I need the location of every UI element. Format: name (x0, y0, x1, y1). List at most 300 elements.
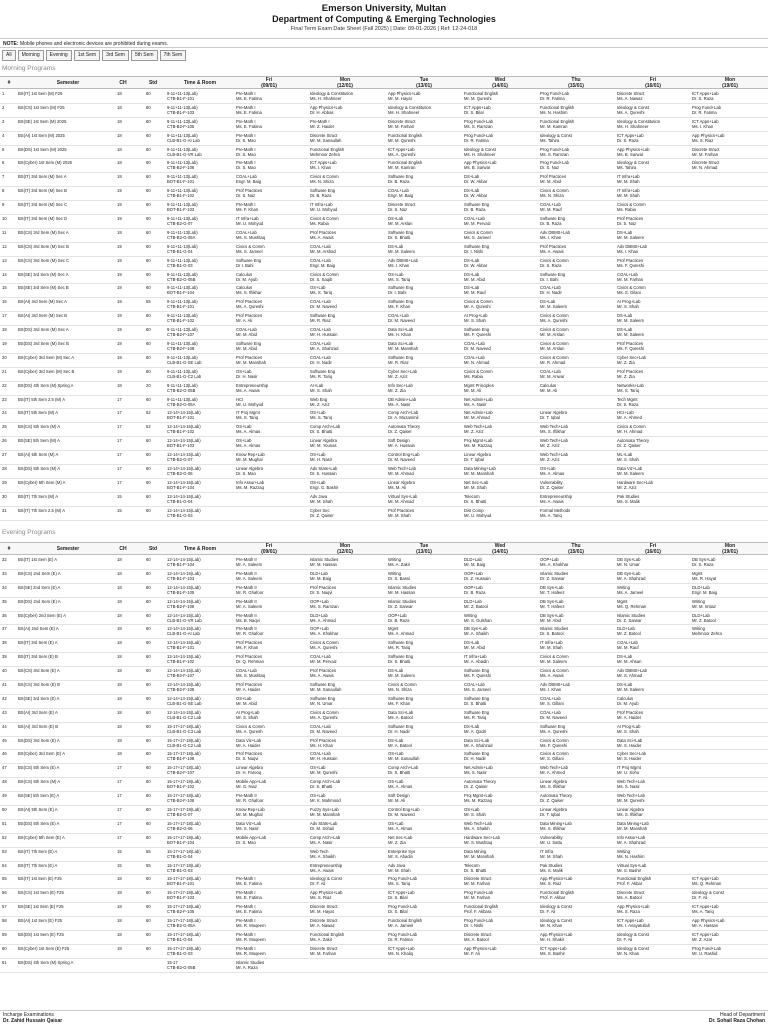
room: CTB-B2-F-106 (167, 798, 195, 804)
exam-cell (236, 932, 302, 942)
exam-cell (236, 133, 302, 143)
instructor-name: Ms. B. Naqvi (236, 617, 260, 623)
course-name: Cyber Sec (310, 507, 330, 513)
course-name: AI Prog+Lab (464, 313, 488, 319)
instructor-name: Mr. M. Saleem (388, 673, 415, 679)
course-name: COAL+Lab (388, 188, 409, 194)
row-credit-hours: 17 (117, 424, 122, 430)
time-slot: 12-14+14-15(Lab) (167, 557, 201, 562)
course-name: Tech Mgmt (617, 396, 638, 402)
time-slot: 9-11+11-13(Lab) (167, 104, 198, 110)
instructor-name: Ms. E. Fatima (236, 96, 262, 101)
instructor-name: Ms. E. Fatima (236, 123, 262, 129)
row-number: 32 (2, 557, 7, 562)
instructor-name: Mr. S. Haider (617, 742, 642, 748)
instructor-name: Mr. M. Ali (464, 387, 482, 393)
exam-cell (540, 438, 612, 448)
course-name: Web Tech+Lab (464, 820, 492, 826)
row-semester: BS(Cyber) 3rd Sem (M) Sec B (18, 368, 75, 374)
filter-button[interactable]: 3rd Sem (102, 50, 129, 61)
time-slot: 9-11+11-13(Lab) (167, 216, 198, 222)
room: CTB-B1-F-101 (167, 304, 195, 310)
course-name: Ideology & Const (310, 876, 342, 882)
instructor-name: Mr. M. Saleem (617, 471, 644, 477)
day-date: (14/01) (492, 83, 508, 89)
course-name: Ideology & Const (617, 945, 649, 951)
table-row (0, 556, 768, 570)
row-number: 47 (2, 765, 7, 771)
row-time-room (167, 188, 233, 198)
instructor-name: Mr. A. Haider (236, 687, 261, 693)
course-name: Software Eng (464, 668, 490, 674)
row-number: 31 (2, 507, 7, 513)
course-name: IT Infra+Lab (464, 654, 487, 660)
university-name: Emerson University, Multan (321, 3, 447, 14)
instructor-name: Ms. M. Razzaq (236, 484, 264, 490)
row-semester: BS(SE) 5th Sem (M) A (18, 438, 60, 444)
instructor-name: Ms. A. Almas (388, 784, 413, 790)
course-name: Discrete Struct (310, 918, 338, 924)
row-number: 59 (2, 932, 7, 938)
day-date: (19/01) (722, 549, 738, 555)
course-name: ICT Apps+Lab (310, 160, 337, 166)
instructor-name: Dr. S. Raza (617, 137, 639, 143)
table-row (0, 229, 768, 243)
exam-cell (617, 466, 689, 476)
course-name: Writing (617, 584, 630, 590)
exam-cell (236, 626, 302, 636)
row-students: 62 (146, 424, 151, 430)
course-name: COAL+Lab (617, 271, 638, 277)
course-name: ICT Apps+Lab (692, 91, 719, 96)
row-semester: BS(IT) 7th Sem (M) A (18, 493, 59, 499)
room: CTB-B2-F-105 (167, 909, 195, 915)
instructor-name: Mr. A. Qureshi (464, 304, 491, 310)
exam-cell (692, 119, 768, 129)
row-students: 60 (146, 932, 151, 938)
exam-cell (464, 571, 536, 581)
row-time-room (167, 285, 233, 295)
row-credit-hours: 17 (117, 779, 122, 785)
course-name: Prof Practices (540, 243, 567, 249)
exam-cell (540, 807, 612, 817)
row-credit-hours: 18 (117, 382, 122, 388)
course-name: Software Eng (310, 682, 336, 688)
room: CTB-B1-G-04 (167, 498, 193, 504)
row-students: 60 (146, 598, 151, 604)
row-credit-hours: 18 (117, 557, 122, 562)
course-name: DS+Lab (464, 271, 480, 277)
instructor-name: Dr. Z. Sarwar (540, 575, 565, 581)
course-name: COAL+Lab (540, 709, 561, 715)
row-time-room (167, 119, 233, 129)
exam-cell (236, 202, 302, 212)
room: CTB-B1-F-103 (167, 575, 195, 581)
course-name: Pre-Math I (236, 132, 256, 138)
exam-cell (388, 918, 460, 928)
exam-cell (617, 654, 689, 664)
course-name: OS+Lab (388, 751, 404, 757)
row-students: 60 (146, 313, 151, 319)
row-students: 60 (146, 243, 151, 249)
row-semester: BS(AI) 1st Sem (M) 2025 (18, 132, 65, 138)
row-time-room (167, 710, 233, 720)
instructor-name: Dr. Z. Qaiser (464, 784, 488, 790)
instructor-name: Ms. Q. Rehman (692, 881, 722, 887)
instructor-name: Dr. M. Sohail (310, 825, 334, 831)
course-name: Data Viz+Lab (236, 820, 262, 826)
course-name: Software Eng (388, 695, 414, 701)
exam-cell (617, 863, 689, 873)
exam-cell (692, 946, 768, 956)
col-day-header (540, 77, 612, 89)
course-name: Software Eng (388, 285, 414, 291)
instructor-name: Ms. A. Shaikh (464, 825, 490, 831)
exam-cell (388, 765, 460, 775)
course-name: ICT Apps+Lab (388, 146, 415, 152)
time-slot: 12-14+14-15(Lab) (167, 466, 201, 472)
course-name: Cyber Sec+Lab (617, 751, 646, 757)
course-name: Adv Stats+Lab (310, 820, 338, 826)
course-name: Software Eng (388, 654, 414, 660)
time-slot: 15-17+17-18(Lab) (167, 793, 201, 799)
filter-button[interactable]: Morning (18, 50, 44, 61)
course-name: Software Eng (388, 174, 414, 180)
instructor-name: Mr. S. Ahmad (617, 673, 643, 679)
instructor-name: Dr. T. Iqbal (464, 457, 484, 463)
row-semester: BS(AI) 3rd Sem (M) Sec B (18, 313, 68, 319)
instructor-name: Ms. A. Awais (540, 498, 564, 504)
time-slot: 15-17+17-18(Lab) (167, 737, 201, 743)
exam-cell (464, 668, 536, 678)
exam-cell (310, 807, 380, 817)
table-row (0, 778, 768, 792)
exam-cell (617, 640, 689, 650)
instructor-name: Ms. S. Tariq (236, 415, 259, 421)
exam-cell (617, 383, 689, 393)
exam-cell (388, 397, 460, 407)
course-name: Pre-Math I (236, 876, 256, 882)
row-semester: BS(IT) 3rd Sem (M) Sec C (18, 202, 68, 208)
course-name: COAL+Lab (464, 216, 485, 222)
exam-cell (236, 738, 302, 748)
exam-cell (388, 863, 460, 873)
table-row (0, 90, 768, 104)
filter-button[interactable]: 5th Sem (131, 50, 158, 61)
exam-cell (617, 599, 689, 609)
instructor-name: Mr. M. Qureshi (617, 798, 645, 804)
course-name: Control Eng+Lab (388, 452, 420, 458)
room: BOT-B1-F-102 (167, 784, 195, 790)
exam-cell (236, 807, 302, 817)
row-number: 52 (2, 834, 7, 840)
morning-table-header (0, 76, 768, 89)
row-number: 4 (2, 132, 5, 138)
exam-cell (540, 174, 612, 184)
row-time-room (167, 258, 233, 268)
course-name: Writing (388, 557, 401, 562)
exam-cell (388, 585, 460, 595)
exam-cell (310, 863, 380, 873)
row-credit-hours: 17 (117, 410, 122, 416)
course-name: Pre-Math I (236, 91, 256, 96)
course-name: Net Admin+Lab (464, 765, 493, 771)
course-name: OOP+Lab (464, 584, 483, 590)
course-name: OS+Lab (388, 779, 404, 785)
instructor-name: Dr. A. Muzammil (388, 415, 419, 421)
instructor-name: Mehmoor Zehra (692, 631, 722, 637)
instructor-name: Ms. A. Qureshi (310, 714, 338, 720)
exam-cell (464, 272, 536, 282)
instructor-name: Mr. M. Ahmad (464, 415, 490, 421)
exam-cell (464, 494, 536, 504)
row-number: 45 (2, 737, 7, 743)
exam-cell (617, 890, 689, 900)
course-name: DS+Lab (540, 299, 556, 305)
course-name: Adv Stats+Lab (310, 466, 338, 472)
exam-cell (464, 91, 536, 101)
course-name: Civics & Comm (310, 640, 339, 646)
row-semester: BS(CS) 3rd Sem (E) B (18, 682, 60, 688)
filter-toolbar (2, 50, 186, 61)
exam-cell (617, 341, 689, 351)
exam-cell (310, 244, 380, 254)
course-name: OS+Lab (236, 424, 252, 430)
exam-cell (310, 835, 380, 845)
course-name: DS+Lab (617, 654, 633, 660)
exam-cell (540, 216, 612, 226)
course-name: ICT Apps+Lab (617, 132, 644, 138)
exam-cell (310, 258, 380, 268)
exam-cell (236, 160, 302, 170)
course-name: Linear Algebra (540, 410, 568, 416)
exam-cell (388, 119, 460, 129)
row-students: 60 (146, 132, 151, 138)
row-number: 12 (2, 243, 7, 249)
exam-cell (388, 216, 460, 226)
room: CTB-B2-F-108 (167, 346, 195, 352)
table-row (0, 507, 768, 521)
time-slot: 12-14+14-15(Lab) (167, 479, 201, 485)
exam-cell (692, 133, 768, 143)
course-name: OOP+Lab (540, 557, 559, 562)
instructor-name: Mr. M. Mughal (236, 457, 263, 463)
course-name: OS+Lab (310, 285, 326, 291)
course-name: Civics & Comm (388, 682, 417, 688)
row-time-room (167, 863, 233, 873)
exam-cell (464, 807, 536, 817)
instructor-name: Mr. Z. Zia (617, 373, 635, 379)
course-name: OS+Lab (236, 438, 252, 444)
exam-cell (540, 765, 612, 775)
day-name: Mon (339, 77, 351, 83)
course-name: Prof Practices (617, 368, 644, 374)
course-name: Discrete Struct (692, 160, 720, 166)
room: CTB-B2-F-107 (167, 673, 195, 679)
row-semester: BS(IT) 1st Sem (M) F25 (18, 91, 63, 96)
course-name: Software Eng (540, 271, 566, 277)
exam-cell (540, 327, 612, 337)
course-name: DLD+Lab (692, 612, 710, 618)
course-name: AI+Lab (310, 382, 324, 388)
instructor-name: Ms. A. Qureshi (236, 304, 264, 310)
row-semester: BS(DS) 2nd Sem (E) A (18, 598, 61, 604)
course-name: Web Tech+Lab (540, 452, 568, 458)
row-number: 30 (2, 493, 7, 499)
filter-button[interactable]: All (2, 50, 16, 61)
course-name: Software Eng (388, 354, 414, 360)
course-name: Software Eng (464, 327, 490, 333)
time-slot: 12-14+14-15(Lab) (167, 493, 201, 499)
course-name: Civics & Comm (540, 188, 569, 194)
room: CTB-B2-F-107 (167, 770, 195, 776)
col-ch-header: CH (119, 80, 127, 86)
course-name: DLD+Lab (310, 570, 328, 576)
course-name: Prog Fund+Lab (464, 890, 493, 896)
exam-cell (464, 793, 536, 803)
course-name: ML+Lab (617, 452, 633, 458)
course-name: Web Tech+Lab (388, 466, 416, 472)
table-row (0, 903, 768, 917)
instructor-name: Dr. I. Bahi (540, 276, 559, 282)
row-students: 60 (146, 779, 151, 785)
exam-cell (236, 751, 302, 761)
row-credit-hours: 17 (117, 438, 122, 444)
exam-cell (236, 557, 302, 567)
day-name: Fri (265, 543, 273, 549)
instructor-name: Ms. A. Qureshi (540, 728, 568, 734)
filter-button[interactable]: 7th Sem (160, 50, 187, 61)
course-name: Linear Algebra (236, 765, 264, 771)
instructor-name: Mr. M. Qureshi (388, 137, 416, 143)
row-number: 16 (2, 299, 7, 305)
course-name: Civics & Comm (540, 668, 569, 674)
exam-cell (540, 890, 612, 900)
course-name: Prof Practices (236, 640, 263, 646)
exam-cell (540, 272, 612, 282)
instructor-name: Ms. A. Awais (236, 387, 260, 393)
course-name: Software Eng (310, 313, 336, 319)
exam-cell (617, 876, 689, 886)
time-slot: 9-11+11-13(Lab) (167, 396, 198, 402)
course-name: Pre-Math II (236, 584, 257, 590)
filter-button[interactable]: Evening (46, 50, 72, 61)
exam-cell (310, 230, 380, 240)
course-name: Prof Practices (236, 654, 263, 660)
row-time-room (167, 160, 233, 170)
exam-cell (464, 835, 536, 845)
row-students: 60 (146, 876, 151, 882)
exam-cell (236, 765, 302, 775)
course-name: Islamic Studies (236, 959, 265, 965)
course-name: Data Sci+Lab (388, 341, 414, 347)
exam-cell (236, 299, 302, 309)
instructor-name: Ms. S. Riaz (310, 895, 332, 901)
row-semester: BS(AI) 5th Sem (E) A (18, 807, 58, 813)
course-name: Entrepreneurship (540, 493, 573, 499)
room: CLB-B1-G-C2 Lab (167, 742, 202, 748)
course-name: DS+Lab (617, 327, 633, 333)
course-name: DS+Lab (617, 229, 633, 235)
instructor-name: Ms. N. Hashim (617, 853, 645, 859)
row-semester: BS(AI) 3rd Sem (M) Sec A (18, 299, 67, 305)
instructor-name: Mr. M. Manshah (388, 346, 419, 352)
day-date: (14/01) (492, 549, 508, 555)
filter-button[interactable]: 1st Sem (74, 50, 100, 61)
time-slot: 9-11+11-13(Lab) (167, 160, 198, 166)
row-semester: BS(IT) 7th Sem (E) A (18, 862, 58, 868)
col-day-header (464, 77, 536, 89)
instructor-name: Mr. A. Haider (236, 742, 261, 748)
exam-cell (617, 410, 689, 420)
exam-cell (236, 452, 302, 462)
course-name: Pre-Math I (236, 932, 256, 938)
instructor-name: Mr. M. Farhan (464, 895, 491, 901)
row-credit-hours: 19 (117, 341, 122, 347)
course-name: Calculus (540, 382, 557, 388)
row-semester: BS(CS) 2nd Sem (E) A (18, 570, 61, 576)
exam-cell (388, 710, 460, 720)
course-name: COAL+Lab (540, 368, 561, 374)
instructor-name: Mr. M. Anwar (540, 373, 565, 379)
row-semester: BS(AI) 1st Sem (E) F25 (18, 918, 62, 924)
exam-cell (236, 369, 302, 379)
instructor-name: Dr. S. Bhatti (464, 700, 487, 706)
row-credit-hours: 17 (117, 820, 122, 826)
row-semester: BS(SE) 3rd Sem (M) Sec B (18, 285, 69, 291)
exam-cell (388, 932, 460, 942)
row-semester: BS(AI) 3rd Sem (E) B (18, 723, 59, 729)
exam-cell (388, 147, 460, 157)
time-slot: 12-14+14-15(Lab) (167, 598, 201, 604)
instructor-name: Mr. A. Batool (388, 742, 412, 748)
instructor-name: Ms. A. Awais (310, 867, 334, 873)
exam-cell (540, 285, 612, 295)
instructor-name: Mr. M. Imtiaz (692, 603, 716, 609)
instructor-name: Ms. A. Almas (540, 471, 565, 477)
instructor-name: Mr. Z. Batool (617, 631, 641, 637)
table-row (0, 639, 768, 653)
row-time-room (167, 821, 233, 831)
course-name: Civics & Comm (540, 737, 569, 743)
course-name: App Physics+Lab (310, 890, 343, 896)
instructor-name: Dr I. Bahi (236, 262, 254, 268)
course-name: Ideology & Const (617, 160, 649, 166)
instructor-name: Ms. S. Nasir (464, 770, 487, 776)
exam-cell (617, 174, 689, 184)
row-students: 62 (146, 410, 151, 416)
course-name: Prof Practices (617, 216, 644, 222)
row-time-room (167, 91, 233, 101)
row-time-room (167, 765, 233, 775)
instructor-name: Ms. H. Shahneer (617, 123, 649, 129)
row-semester: BS(Cyber) 5th Sem (M) A (18, 479, 66, 485)
row-credit-hours: 17 (117, 396, 122, 402)
course-name: Control Eng+Lab (388, 807, 420, 813)
instructor-name: Mr. M. Saleem (617, 318, 644, 324)
exam-cell (464, 613, 536, 623)
course-name: Pre-Math I (236, 104, 256, 110)
row-semester: BS(Cyber) 5th Sem (E) A (18, 834, 65, 840)
course-name: DS+Lab (464, 257, 480, 263)
instructor-name: Ms. F. Qureshi (464, 673, 491, 679)
course-name: OS+Lab (310, 452, 326, 458)
row-time-room (167, 585, 233, 595)
room: CTB-B1-F-104 (167, 562, 195, 567)
instructor-name: Mr. N. Umar (310, 700, 333, 706)
row-number: 27 (2, 452, 7, 458)
exam-cell (310, 571, 380, 581)
